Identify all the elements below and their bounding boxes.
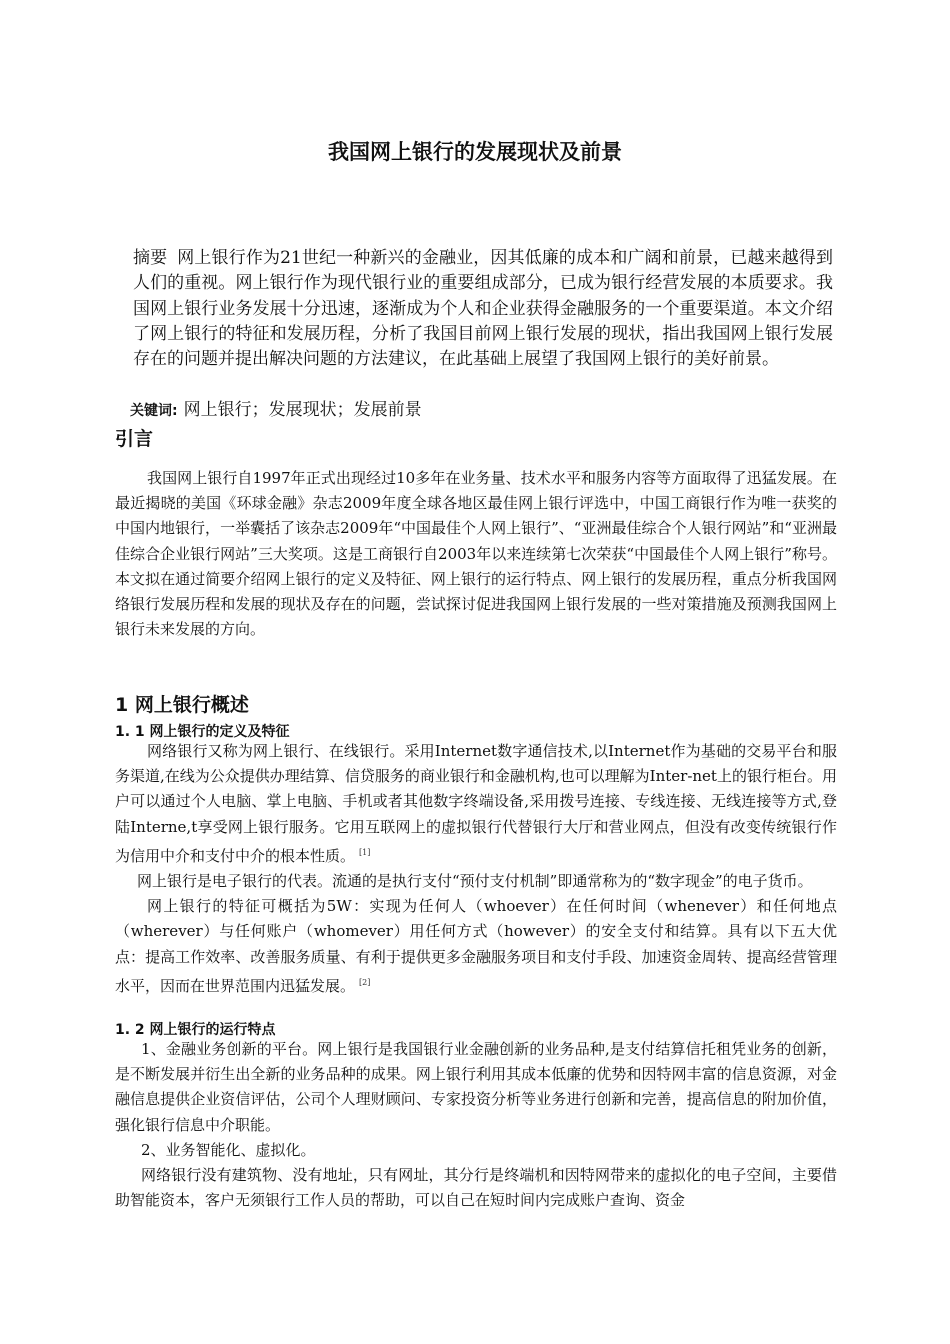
section1-2-paragraph-1: 1、金融业务创新的平台。网上银行是我国银行业金融创新的业务品种,是支付结算信托租凭业务的创新，是不断发展并衍生出全新的业务品种的成果。网上银行利用其成本低廉的优势和因特网丰富的信息资源，对金融信息提供企业资信评估，公司个人理财顾问、专家投资分析等业务进行创新和完善，提高信息的附加价值，强化银行信息中介职能。 (115, 1040, 837, 1134)
section1-2-paragraph-2: 2、业务智能化、虚拟化。 (141, 1140, 316, 1159)
abstract (133, 246, 833, 372)
section1-heading: 1 网上银行概述 (115, 694, 249, 716)
citation-1: [1] (359, 847, 371, 857)
citation-2: [2] (359, 977, 371, 987)
section1-2-body (115, 1037, 837, 1213)
section1-1-paragraph-1-text: 网络银行又称为网上银行、在线银行。采用Internet数字通信技术,以Internet作为基础的交易平台和服务渠道,在线为公众提供办理结算、信贷服务的商业银行和金融机构,也可以理解为Inter-net上的银行柜台。用户可以通过个人电脑、掌上电脑、手机或者其他数字终端设备,采用拨号连接、专线连接、无线连接等方式,登陆Interne,t享受网上银行服务。它用互联网上的虚拟银行代替银行大厅和营业网点，但没有改变传统银行作为信用中介和支付中介的根本性质。 (115, 742, 837, 865)
section1-1-heading: 1. 1 网上银行的定义及特征 (115, 724, 290, 740)
intro-heading: 引言 (115, 428, 154, 450)
intro-body (115, 466, 837, 642)
section1-2-paragraph-3: 网络银行没有建筑物、没有地址，只有网址，其分行是终端机和因特网带来的虚拟化的电子空间，主要借助智能资本，客户无须银行工作人员的帮助，可以自己在短时间内完成账户查询、资金 (115, 1166, 837, 1210)
section1-1-paragraph-3 (115, 894, 837, 999)
keywords-text: 网上银行；发展现状；发展前景 (183, 400, 422, 420)
section1-1-paragraph-2: 网上银行是电子银行的代表。流通的是执行支付“预付支付机制”即通常称为的“数字现金”的电子货币。 (137, 872, 813, 891)
section1-1-paragraph-3-text: 网上银行的特征可概括为5W：实现为任何人（whoever）在任何时间（whenever）和任何地点（wherever）与任何账户（whomever）用任何方式（however）的安全支付和结算。具有以下五大优点：提高工作效率、改善服务质量、有利于提供更多金融服务项目和支付手段、加速资金周转、提高经营管理水平，因而在世界范围内迅猛发展。 (115, 897, 837, 995)
abstract-label: 摘要 (133, 248, 168, 268)
keywords-label: 关键词: (130, 403, 178, 419)
section1-2-heading: 1. 2 网上银行的运行特点 (115, 1022, 276, 1038)
intro-paragraph: 我国网上银行自1997年正式出现经过10多年在业务量、技术水平和服务内容等方面取得了迅猛发展。在最近揭晓的美国《环球金融》杂志2009年度全球各地区最佳网上银行评选中，中国工商银行作为唯一获奖的中国内地银行，一举囊括了该杂志2009年“中国最佳个人网上银行”、“亚洲最佳综合个人银行网站”和“亚洲最佳综合企业银行网站”三大奖项。这是工商银行自2003年以来连续第七次荣获“中国最佳个人网上银行”称号。本文拟在通过简要介绍网上银行的定义及特征、网上银行的运行特点、网上银行的发展历程，重点分析我国网络银行发展历程和发展的现状及存在的问题，尝试探讨促进我国网上银行发展的一些对策措施及预测我国网上银行未来发展的方向。 (115, 469, 837, 639)
abstract-text: 网上银行作为21世纪一种新兴的金融业，因其低廉的成本和广阔和前景，已越来越得到人们的重视。网上银行作为现代银行业的重要组成部分，已成为银行经营发展的本质要求。我国网上银行业务发展十分迅速，逐渐成为个人和企业获得金融服务的一个重要渠道。本文介绍了网上银行的特征和发展历程，分析了我国目前网上银行发展的现状，指出我国网上银行发展存在的问题并提出解决问题的方法建议，在此基础上展望了我国网上银行的美好前景。 (133, 248, 833, 370)
keywords (130, 398, 422, 424)
page-title: 我国网上银行的发展现状及前景 (328, 140, 622, 164)
section1-1-paragraph-1 (115, 739, 837, 869)
section1-1-body (115, 739, 837, 999)
